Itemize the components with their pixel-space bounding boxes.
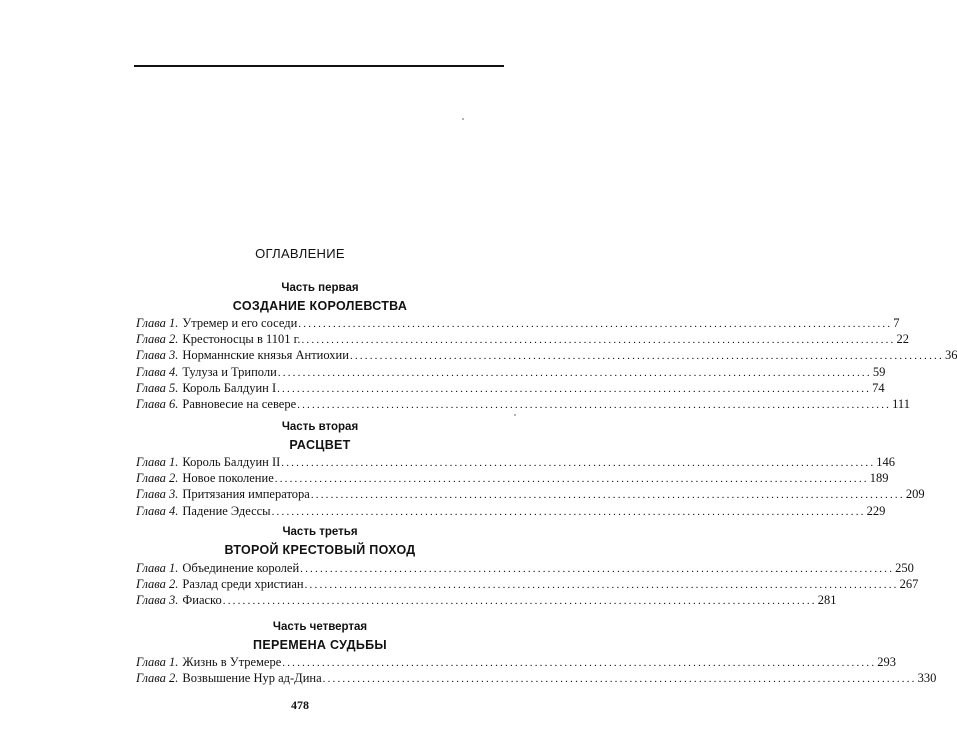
chapter-title: Король Балдуин II (182, 455, 281, 469)
page-number: 478 (291, 698, 309, 712)
chapter-label: Глава 2. (136, 577, 179, 592)
chapter-title: Новое поколение (182, 471, 274, 486)
chapter-list (136, 316, 957, 413)
part-title: СОЗДАНИЕ КОРОЛЕВСТВА (232, 299, 408, 313)
chapter-label: Глава 2. (136, 471, 179, 486)
part-title: ПЕРЕМЕНА СУДЬБЫ (253, 638, 387, 652)
chapter-entry[interactable] (136, 316, 900, 332)
dot-leader: ........................................................................................................................ (349, 350, 944, 363)
part-title: ВТОРОЙ КРЕСТОВЫЙ ПОХОД (224, 543, 416, 557)
chapter-entry[interactable] (136, 503, 886, 520)
chapter-label: Глава 2. (136, 332, 179, 347)
chapter-label: Глава 4. (136, 503, 179, 518)
part-heading (135, 420, 505, 454)
toc-title: ОГЛАВЛЕНИЕ (255, 246, 345, 261)
chapter-label: Глава 5. (136, 380, 179, 395)
chapter-entry[interactable] (136, 332, 909, 348)
dot-leader: ........................................................................................................................ (297, 398, 892, 411)
chapter-label: Глава 4. (136, 364, 179, 379)
chapter-list (136, 561, 919, 610)
chapter-title: Норманнские князья Антиохии (182, 348, 349, 363)
chapter-page: 293 (877, 655, 897, 669)
part-heading (135, 620, 505, 654)
chapter-label: Глава 1. (136, 655, 179, 669)
chapter-entry[interactable] (136, 348, 957, 364)
chapter-title: Фиаско (182, 593, 222, 608)
chapter-page: 111 (892, 396, 910, 411)
scan-speck (462, 118, 464, 120)
chapter-list (136, 655, 937, 687)
dot-leader: ........................................................................................................................ (300, 563, 895, 575)
dot-leader: ........................................................................................................................ (271, 505, 866, 518)
chapter-entry[interactable] (136, 455, 896, 471)
chapter-title: Разлад среди христиан (182, 577, 304, 592)
chapter-page: 229 (866, 503, 886, 518)
chapter-title: Король Балдуин I (182, 380, 277, 395)
chapter-label: Глава 3. (136, 593, 179, 608)
chapter-title: Равновесие на севере (182, 396, 297, 411)
part-heading (135, 525, 505, 559)
dot-leader: ........................................................................................................................ (222, 595, 817, 608)
chapter-list (136, 455, 925, 520)
chapter-label: Глава 2. (136, 671, 179, 686)
chapter-page: 281 (817, 593, 837, 608)
chapter-page: 74 (872, 380, 885, 395)
part-label: Часть третья (282, 526, 358, 538)
chapter-page: 59 (872, 364, 886, 379)
chapter-entry[interactable] (136, 364, 886, 381)
chapter-page: 250 (895, 561, 914, 575)
chapter-entry[interactable] (136, 655, 897, 671)
header-rule (134, 65, 504, 67)
dot-leader: ........................................................................................................................ (282, 657, 877, 669)
chapter-title: Возвышение Нур ад-Дина (182, 671, 322, 686)
chapter-entry[interactable] (136, 671, 937, 687)
chapter-entry[interactable] (136, 396, 910, 413)
part-heading (135, 281, 505, 315)
scan-speck (514, 414, 516, 416)
chapter-page: 209 (905, 487, 925, 502)
chapter-page: 330 (917, 671, 937, 686)
chapter-entry[interactable] (136, 561, 914, 577)
dot-leader: ........................................................................................................................ (298, 318, 893, 330)
chapter-title: Утремер и его соседи (182, 316, 298, 330)
chapter-label: Глава 1. (136, 561, 179, 575)
chapter-entry[interactable] (136, 593, 837, 609)
dot-leader: ........................................................................................................................ (277, 366, 872, 379)
chapter-title: Притязания императора (182, 487, 310, 502)
chapter-page: 189 (869, 471, 889, 486)
chapter-page: 36 (944, 348, 957, 363)
part-label: Часть вторая (281, 421, 359, 433)
dot-leader: ........................................................................................................................ (301, 334, 896, 347)
part-title: РАСЦВЕТ (289, 438, 351, 452)
chapter-title: Тулуза и Триполи (182, 364, 277, 379)
chapter-label: Глава 6. (136, 396, 179, 411)
dot-leader: ........................................................................................................................ (322, 673, 917, 686)
chapter-label: Глава 1. (136, 316, 179, 330)
dot-leader: ........................................................................................................................ (281, 457, 876, 469)
chapter-page: 7 (893, 316, 900, 330)
chapter-title: Жизнь в Утремере (182, 655, 282, 669)
dot-leader: ........................................................................................................................ (310, 489, 905, 502)
chapter-title: Крестоносцы в 1101 г. (182, 332, 301, 347)
dot-leader: ........................................................................................................................ (304, 579, 899, 592)
chapter-label: Глава 1. (136, 455, 179, 469)
chapter-entry[interactable] (136, 380, 885, 397)
part-label: Часть первая (281, 282, 359, 294)
chapter-title: Падение Эдессы (182, 503, 271, 518)
chapter-page: 22 (896, 332, 909, 347)
chapter-page: 267 (899, 577, 919, 592)
chapter-entry[interactable] (136, 487, 925, 503)
chapter-entry[interactable] (136, 577, 919, 593)
chapter-entry[interactable] (136, 471, 889, 487)
chapter-label: Глава 3. (136, 487, 179, 502)
chapter-page: 146 (876, 455, 896, 469)
chapter-label: Глава 3. (136, 348, 179, 363)
dot-leader: ........................................................................................................................ (274, 473, 869, 486)
part-label: Часть четвертая (272, 621, 368, 633)
dot-leader: ........................................................................................................................ (277, 382, 872, 395)
chapter-title: Объединение королей (182, 561, 300, 575)
